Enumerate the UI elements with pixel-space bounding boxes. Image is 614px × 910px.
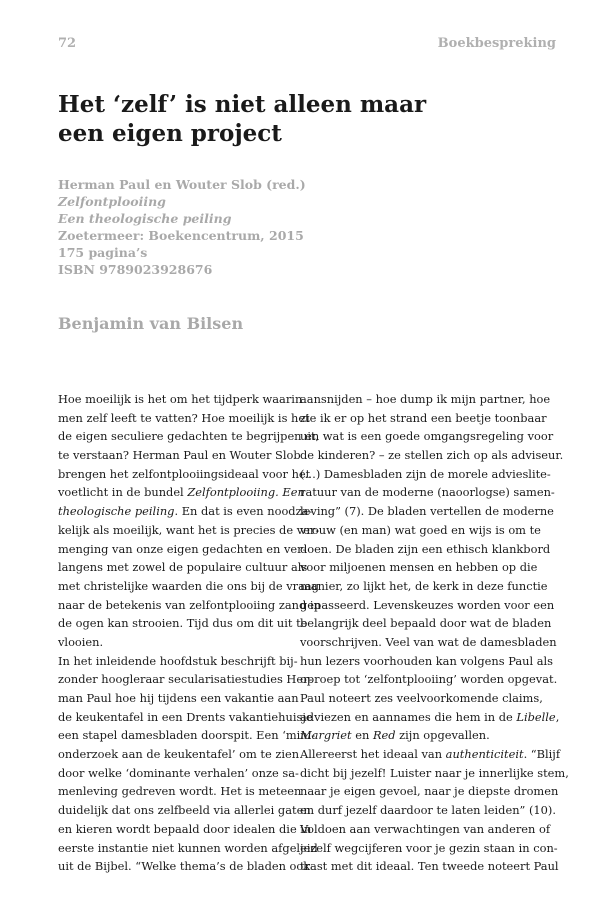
text-line: vrouw (en man) wat goed en wijs is om te xyxy=(300,522,541,537)
text-line: Hoe moeilijk is het om het tijdperk waarin xyxy=(58,392,303,406)
text-line: oproep tot ‘zelfontplooiing’ worden opgevat. xyxy=(300,672,558,687)
text-line: zie ik er op het strand een beetje toonbaar xyxy=(300,410,547,425)
text-fragment: zijn opgevallen. xyxy=(395,728,490,743)
book-title-reference: Zelfontplooiing. Een xyxy=(187,485,305,500)
text-line: men zelf leeft te vatten? Hoe moeilijk is het xyxy=(58,410,310,425)
text-line: naar de betekenis van zelfontplooiing zand in xyxy=(58,597,321,612)
text-line: brengen het zelfontplooiingsideaal voor het xyxy=(58,466,311,481)
text-line: hun lezers voorhouden kan volgens Paul als xyxy=(300,653,554,668)
title-line: een eigen project xyxy=(58,120,282,147)
page-number: 72 xyxy=(58,36,77,51)
text-line: kelijk als moeilijk, want het is precies de ver- xyxy=(58,522,320,537)
text-line: de kinderen? – ze stellen zich op als adviseur. xyxy=(300,448,564,463)
text-line: voorschrijven. Veel van wat de damesbladen xyxy=(300,634,557,649)
body-column-right xyxy=(300,390,569,876)
text-line: zonder hoogleraar secularisatiestudies Her- xyxy=(58,672,313,687)
text-line: eerste instantie niet kunnen worden afgeleid xyxy=(58,840,318,855)
text-line: de ogen kan strooien. Tijd dus om dit uit te xyxy=(58,616,308,631)
text-line: manier, zo lijkt het, de kerk in deze functie xyxy=(300,578,548,593)
text-line xyxy=(58,483,305,502)
text-line: ratuur van de moderne (naoorlogse) samen- xyxy=(300,485,555,500)
text-line: vlooien. xyxy=(58,634,104,649)
text-line: menleving gedreven wordt. Het is meteen xyxy=(58,784,302,799)
text-line: aansnijden – hoe dump ik mijn partner, hoe xyxy=(300,392,551,406)
text-line: gepasseerd. Levenskeuzes worden voor een xyxy=(300,597,555,612)
text-line: belangrijk deel bepaald door wat de bladen xyxy=(300,616,552,631)
text-fragment: . En dat is even noodza- xyxy=(174,504,313,519)
title-line: Het ‘zelf’ is niet alleen maar xyxy=(58,91,427,118)
text-fragment: , xyxy=(555,709,560,724)
text-line xyxy=(58,502,313,521)
text-line: voor miljoenen mensen en hebben op die xyxy=(300,560,538,575)
text-line: door welke ‘dominante verhalen’ onze sa- xyxy=(58,765,299,780)
book-pages: 175 pagina’s xyxy=(58,245,148,260)
text-line: uit, wat is een goede omgangsregeling voor xyxy=(300,429,554,444)
text-line xyxy=(300,708,560,727)
magazine-name: Red xyxy=(372,728,396,743)
text-line: en kieren wordt bepaald door idealen die in xyxy=(58,821,312,836)
article-title xyxy=(58,90,518,148)
text-line: leving” (7). De bladen vertellen de moderne xyxy=(300,504,554,519)
text-fragment: adviezen en aannames die hem in de xyxy=(300,709,517,724)
text-line: doen. De bladen zijn een ethisch klankbord xyxy=(300,541,551,556)
page-header xyxy=(58,36,556,56)
text-line: de keukentafel in een Drents vakantiehuisje xyxy=(58,709,313,724)
text-line: man Paul hoe hij tijdens een vakantie aan xyxy=(58,691,299,705)
text-line: een stapel damesbladen doorspit. Een ‘mini- xyxy=(58,728,316,743)
book-title: Zelfontplooiing xyxy=(58,194,166,209)
book-info xyxy=(58,176,306,278)
text-line: trast met dit ideaal. Ten tweede noteert Paul xyxy=(300,859,559,874)
book-editors: Herman Paul en Wouter Slob (red.) xyxy=(58,177,306,192)
text-line: Voldoen aan verwachtingen van anderen of xyxy=(300,821,551,836)
text-line: naar je eigen gevoel, naar je diepste dromen xyxy=(300,784,559,799)
text-fragment: . “Blijf xyxy=(523,747,561,762)
text-line: te verstaan? Herman Paul en Wouter Slob xyxy=(58,448,301,463)
text-line: de eigen seculiere gedachten te begrijpen en xyxy=(58,429,320,444)
body-column-left xyxy=(58,390,321,876)
text-line: duidelijk dat ons zelfbeeld via allerlei gaten xyxy=(58,803,311,818)
text-line: met christelijke waarden die ons bij de vraag xyxy=(58,578,320,593)
text-line xyxy=(300,745,561,764)
text-line: langens met zowel de populaire cultuur als xyxy=(58,560,308,575)
text-line: onderzoek aan de keukentafel’ om te zien xyxy=(58,747,300,762)
text-line: In het inleidende hoofdstuk beschrijft bij- xyxy=(58,653,298,668)
text-line: jezelf wegcijferen voor je gezin staan in con- xyxy=(300,840,558,855)
text-line: Paul noteert zes veelvoorkomende claims, xyxy=(300,691,543,705)
text-fragment: Allereerst het ideaal van xyxy=(300,747,446,762)
magazine-name: Margriet xyxy=(300,728,352,743)
magazine-name: Libelle xyxy=(516,709,556,724)
book-title-reference: theologische peiling xyxy=(58,504,175,519)
text-fragment: en xyxy=(351,728,373,743)
text-line: (…) Damesbladen zijn de morele advieslite- xyxy=(300,466,551,481)
text-line: en durf jezelf daardoor te laten leiden” (10). xyxy=(300,803,556,818)
text-line: uit de Bijbel. “Welke thema’s de bladen ook xyxy=(58,859,311,874)
book-publisher: Zoetermeer: Boekencentrum, 2015 xyxy=(58,228,304,243)
running-head: Boekbespreking xyxy=(437,36,556,51)
reviewer-name: Benjamin van Bilsen xyxy=(58,314,244,333)
text-fragment: voetlicht in de bundel xyxy=(58,485,188,500)
emphasis-term: authenticiteit xyxy=(445,747,524,762)
text-line xyxy=(300,726,526,745)
book-subtitle: Een theologische peiling xyxy=(58,211,232,226)
text-line: dicht bij jezelf! Luister naar je innerlijke stem, xyxy=(300,765,569,780)
text-line: menging van onze eigen gedachten en ver- xyxy=(58,541,307,556)
book-isbn: ISBN 9789023928676 xyxy=(58,262,213,277)
